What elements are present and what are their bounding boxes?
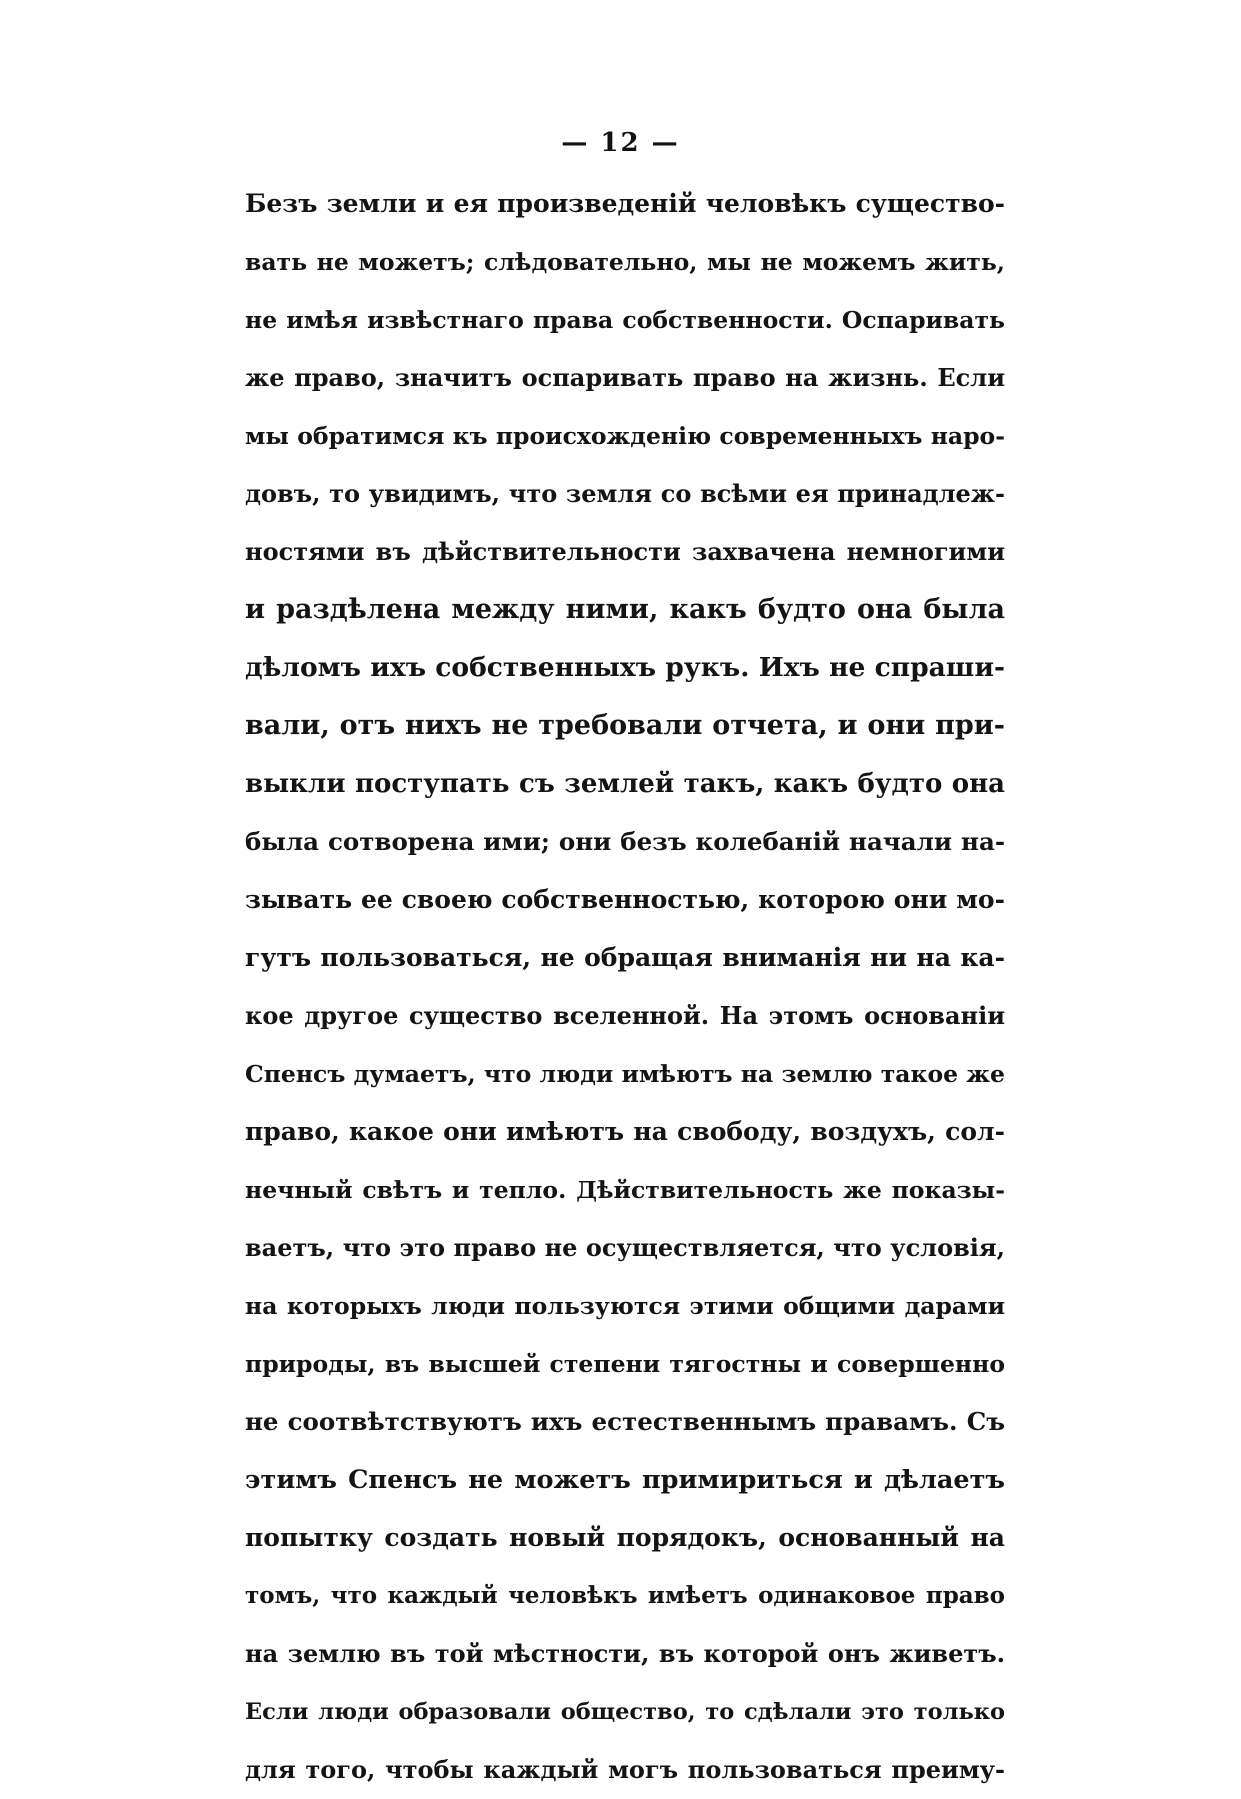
text-line: же право, значитъ оспаривать право на жизнь. Если — [245, 363, 1005, 392]
text-line: на землю въ той мѣстности, въ которой онъ живетъ. — [245, 1639, 1005, 1668]
text-line: вать не можетъ; слѣдовательно, мы не можемъ жить, — [245, 248, 1005, 276]
text-line: довъ, то увидимъ, что земля со всѣми ея принадлеж- — [245, 479, 1005, 508]
text-line: вали, отъ нихъ не требовали отчета, и они при- — [245, 710, 1005, 741]
text-line: природы, въ высшей степени тягостны и совершенно — [245, 1350, 1005, 1378]
text-line: мы обратимся къ происхожденію современныхъ наро- — [245, 422, 1005, 450]
text-line: не имѣя извѣстнаго права собственности. Оспаривать — [245, 306, 1005, 334]
text-line: гутъ пользоваться, не обращая вниманія ни на ка- — [245, 943, 1005, 972]
text-line: Безъ земли и ея произведеній человѣкъ существо- — [245, 189, 1005, 218]
text-line: попытку создать новый порядокъ, основанный на — [245, 1523, 1005, 1552]
text-line: Если люди образовали общество, то сдѣлали это только — [245, 1699, 1005, 1725]
text-line: право, какое они имѣютъ на свободу, воздухъ, сол- — [245, 1117, 1005, 1146]
text-line: ностями въ дѣйствительности захвачена немногими — [245, 537, 1005, 566]
text-line: этимъ Спенсъ не можетъ примириться и дѣлаетъ — [245, 1465, 1005, 1495]
text-line: выкли поступать съ землей такъ, какъ будто она — [245, 769, 1005, 799]
text-line: не соотвѣтствуютъ ихъ естественнымъ правамъ. Съ — [245, 1407, 1005, 1436]
text-line: дѣломъ ихъ собственныхъ рукъ. Ихъ не спраши- — [245, 652, 1005, 683]
text-line: была сотворена ими; они безъ колебаній начали на- — [245, 827, 1005, 856]
text-line: нечный свѣтъ и тепло. Дѣйствительность же показы- — [245, 1176, 1005, 1204]
text-line: Спенсъ думаетъ, что люди имѣютъ на землю такое же — [245, 1060, 1005, 1088]
text-line: и раздѣлена между ними, какъ будто она была — [245, 594, 1005, 625]
page-number: — 12 — — [561, 128, 680, 158]
text-line: томъ, что каждый человѣкъ имѣетъ одинаковое право — [245, 1582, 1005, 1609]
text-line: для того, чтобы каждый могъ пользоваться преиму- — [245, 1755, 1005, 1784]
text-line: кое другое существо вселенной. На этомъ основаніи — [245, 1001, 1005, 1030]
text-line: ваетъ, что это право не осуществляется, что условія, — [245, 1233, 1005, 1262]
text-line: на которыхъ люди пользуются этими общими дарами — [245, 1292, 1005, 1320]
text-line: зывать ее своею собственностью, которою они мо- — [245, 885, 1005, 914]
body-text — [245, 175, 1005, 1799]
